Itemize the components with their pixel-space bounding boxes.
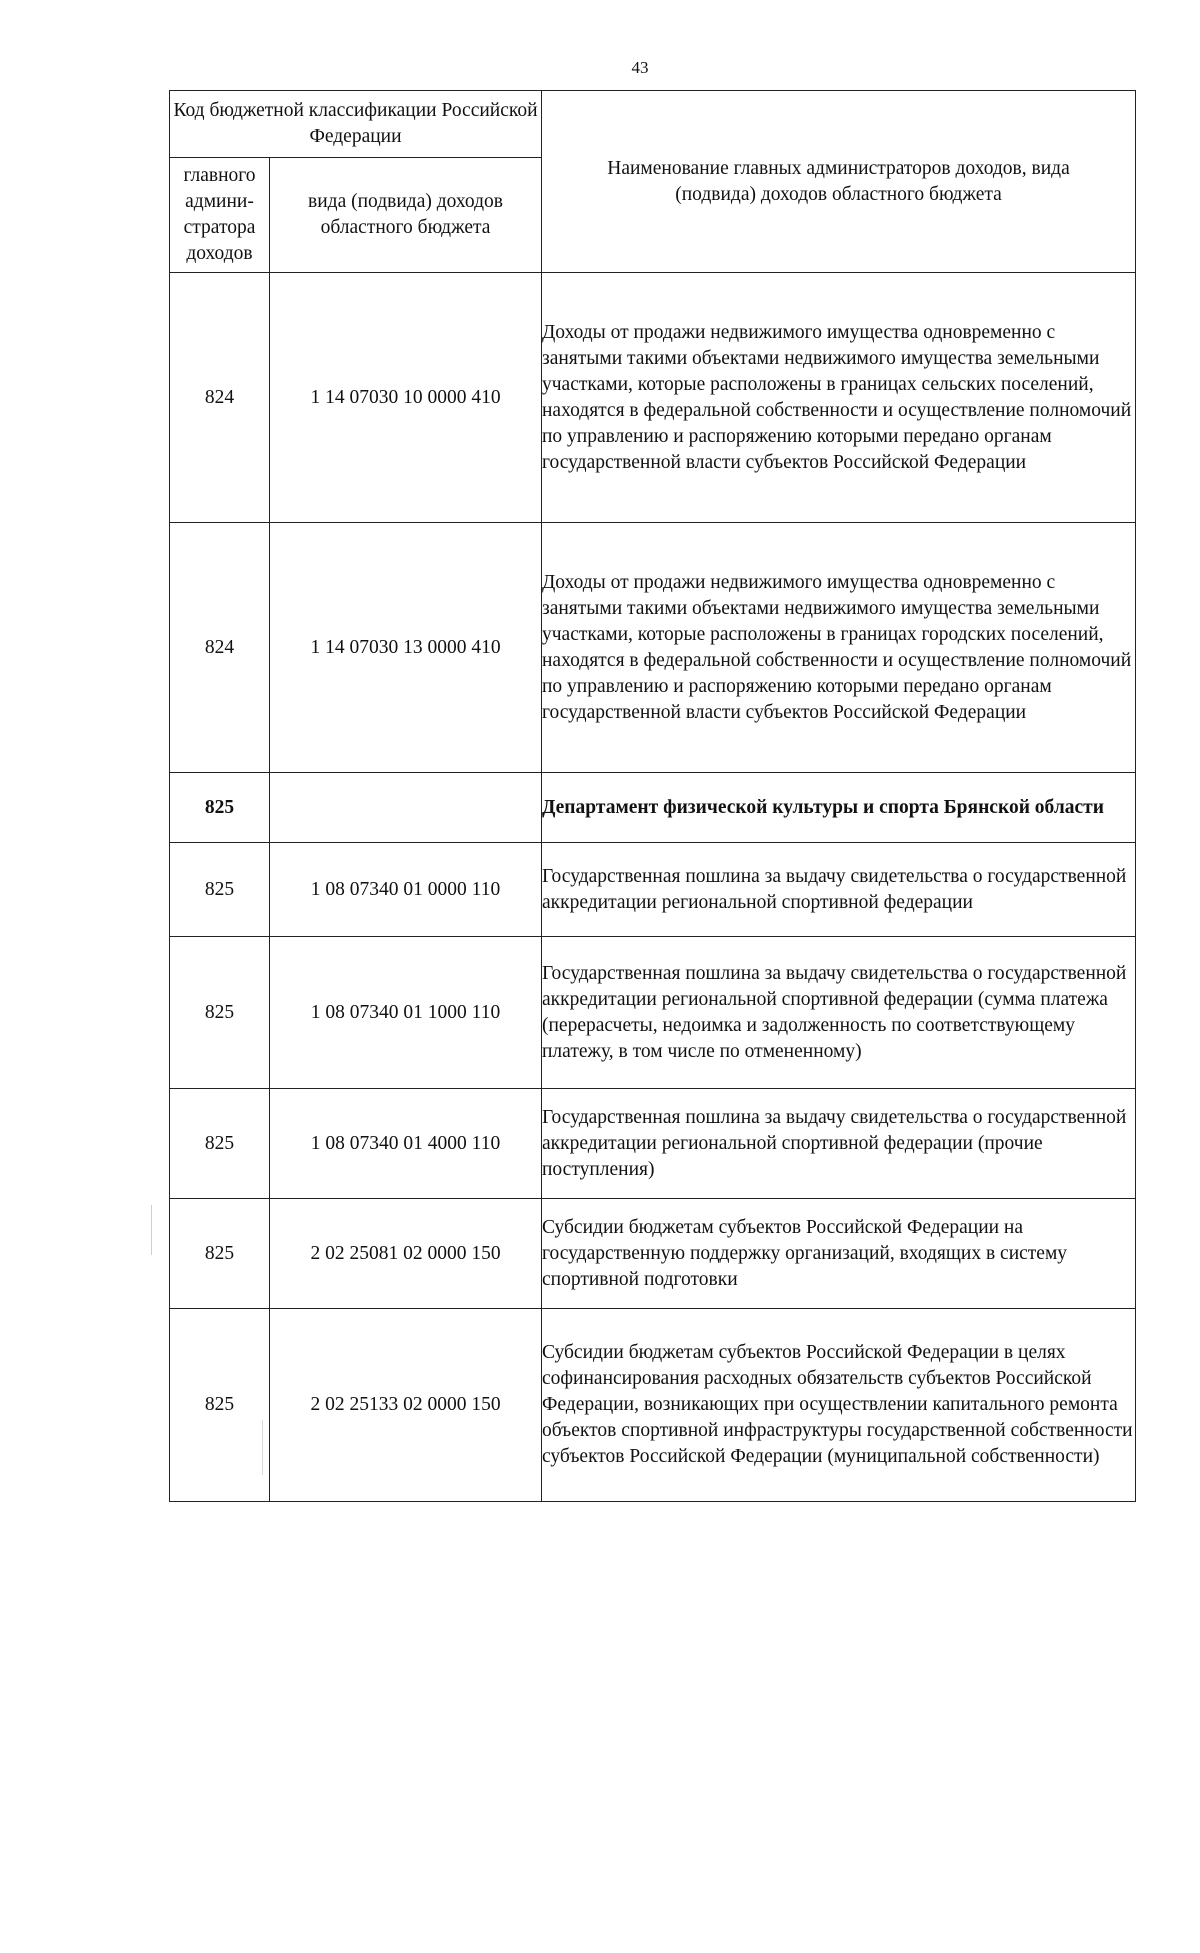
header-admin-line-3: стратора <box>183 217 256 238</box>
header-admin-line-1: главного <box>183 165 256 186</box>
description-cell: Государственная пошлина за выдачу свидетельства о государственной аккредитации региональной спортивной федерации <box>542 843 1136 937</box>
header-admin-line-2: админи- <box>185 191 254 212</box>
table-row <box>170 1199 1136 1309</box>
admin-code-cell: 825 <box>170 1199 270 1309</box>
table-row <box>170 937 1136 1089</box>
table-row-department <box>170 773 1136 843</box>
header-type-line-2: областного бюджета <box>320 217 491 238</box>
header-name-line-2: (подвида) доходов областного бюджета <box>675 183 1002 205</box>
income-code-cell: 1 08 07340 01 1000 110 <box>270 937 542 1089</box>
income-code-cell: 1 08 07340 01 4000 110 <box>270 1089 542 1199</box>
admin-code-cell: 825 <box>170 1089 270 1199</box>
header-income-type-column <box>270 158 542 273</box>
table-row <box>170 273 1136 523</box>
income-code-cell: 1 14 07030 13 0000 410 <box>270 523 542 773</box>
income-code-cell: 2 02 25081 02 0000 150 <box>270 1199 542 1309</box>
admin-code-cell: 825 <box>170 843 270 937</box>
header-type-line-1: вида (подвида) доходов <box>308 191 503 212</box>
table-row <box>170 1089 1136 1199</box>
scan-artifact <box>151 1205 152 1255</box>
income-code-cell: 2 02 25133 02 0000 150 <box>270 1309 542 1502</box>
admin-code-cell: 825 <box>170 1309 270 1502</box>
header-name-column <box>542 91 1136 273</box>
table-row <box>170 523 1136 773</box>
admin-code-cell: 824 <box>170 523 270 773</box>
description-cell: Субсидии бюджетам субъектов Российской Федерации в целях софинансирования расходных обязательств субъектов Российской Федерации, возникающих при осуществлении капитального ремонта объектов спортивной инфраструктуры государственной собственности субъектов Российской Федерации (муниципальной собственности) <box>542 1309 1136 1502</box>
admin-code-cell: 825 <box>170 773 270 843</box>
table-row <box>170 1309 1136 1502</box>
description-cell: Доходы от продажи недвижимого имущества одновременно с занятыми такими объектами недвижимого имущества земельными участками, которые расположены в границах городских поселений, находятся в федеральной собственности и осуществление полномочий по управлению и распоряжению которыми передано органам государственной власти субъектов Российской Федерации <box>542 523 1136 773</box>
income-code-cell: 1 14 07030 10 0000 410 <box>270 273 542 523</box>
description-cell: Субсидии бюджетам субъектов Российской Федерации на государственную поддержку организаций, входящих в систему спортивной подготовки <box>542 1199 1136 1309</box>
admin-code-cell: 825 <box>170 937 270 1089</box>
table-row <box>170 843 1136 937</box>
header-classification-code: Код бюджетной классификации Российской Федерации <box>170 91 542 158</box>
scan-artifact <box>262 1420 263 1475</box>
header-name-line-1: Наименование главных администраторов доходов, вида <box>607 157 1070 179</box>
income-code-cell <box>270 773 542 843</box>
description-cell: Доходы от продажи недвижимого имущества одновременно с занятыми такими объектами недвижимого имущества земельными участками, которые расположены в границах сельских поселений, находятся в федеральной собственности и осуществление полномочий по управлению и распоряжению которыми передано органам государственной власти субъектов Российской Федерации <box>542 273 1136 523</box>
description-cell: Государственная пошлина за выдачу свидетельства о государственной аккредитации региональной спортивной федерации (прочие поступления) <box>542 1089 1136 1199</box>
admin-code-cell: 824 <box>170 273 270 523</box>
description-cell: Государственная пошлина за выдачу свидетельства о государственной аккредитации региональной спортивной федерации (сумма платежа (перерасчеты, недоимка и задолженность по соответствующему платежу, в том числе по отмененному) <box>542 937 1136 1089</box>
budget-classification-table <box>169 90 1136 1502</box>
header-admin-line-4: доходов <box>186 243 253 264</box>
page-number: 43 <box>631 58 649 77</box>
header-admin-column <box>170 158 270 273</box>
department-name-cell: Департамент физической культуры и спорта Брянской области <box>542 773 1136 843</box>
income-code-cell: 1 08 07340 01 0000 110 <box>270 843 542 937</box>
